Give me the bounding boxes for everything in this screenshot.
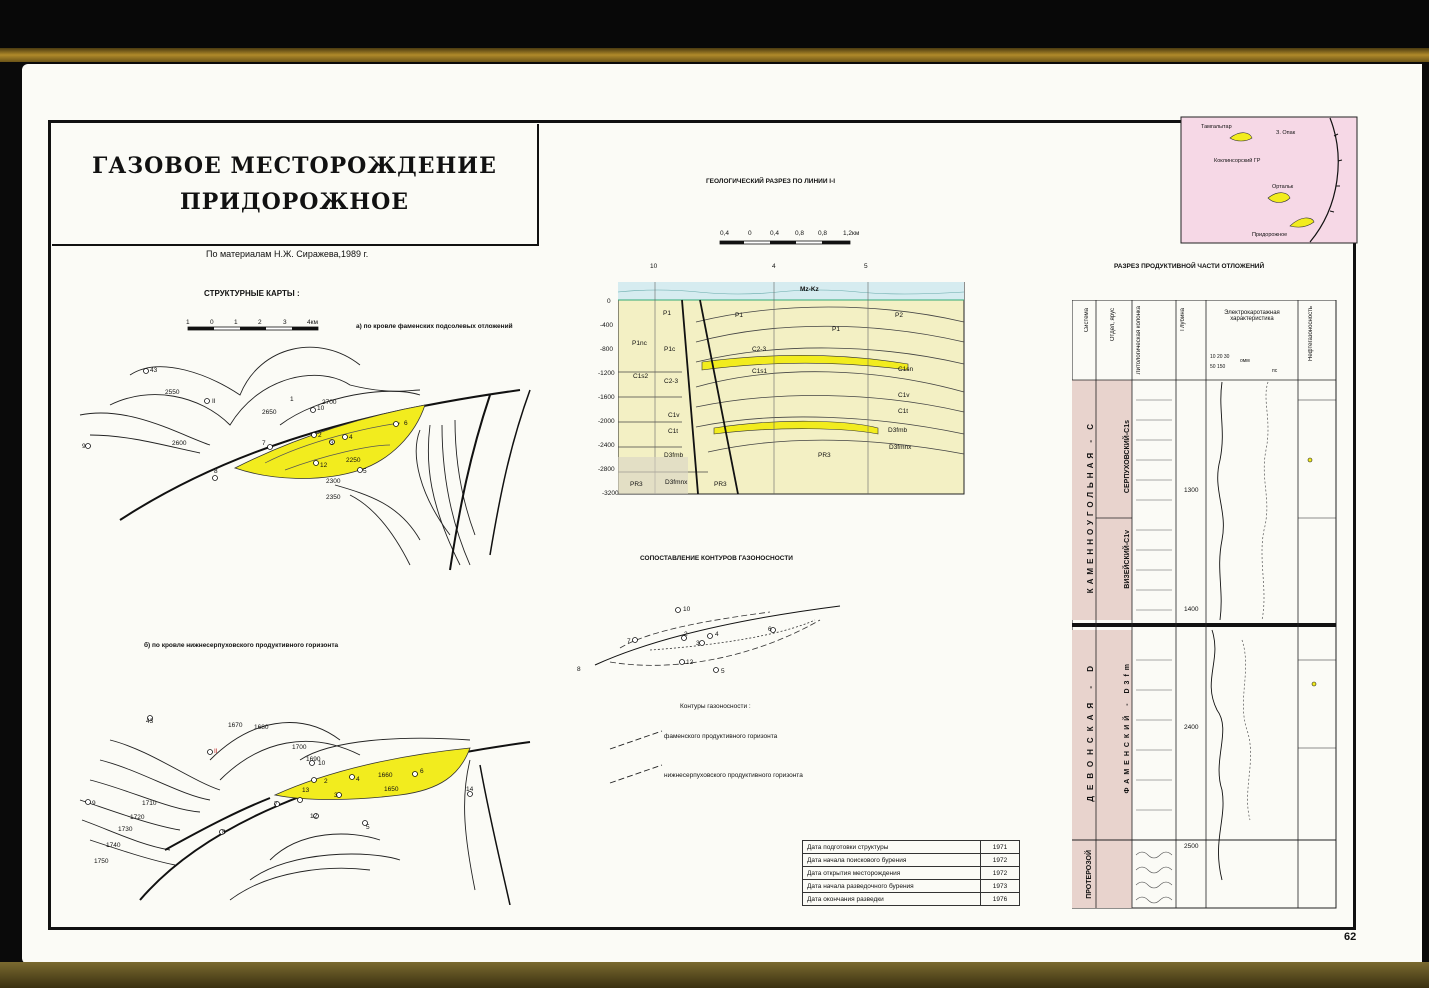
scale-tick: 2 (258, 319, 262, 326)
dates-table (802, 840, 1020, 906)
well-label: 9 (82, 443, 86, 450)
well-label: 14 (466, 786, 474, 793)
log-scale: 50 150 (1210, 364, 1226, 370)
well-label: 5 (363, 468, 367, 475)
column-header: Электрокаротажная характеристика (1224, 310, 1280, 322)
well-label: 5 (366, 824, 370, 831)
contour-label: 1710 (142, 800, 157, 807)
contour-label: 2300 (326, 478, 341, 485)
well-label: 6 (768, 626, 772, 633)
unit-label: P1c (664, 346, 676, 353)
table-row: Дата открытия месторождения 1972 (803, 867, 1020, 880)
well-label: 4 (356, 776, 360, 783)
unit-label: Mz-Kz (800, 286, 819, 293)
unit-label: PR3 (714, 481, 727, 488)
scale-tick: 0,8 (818, 230, 828, 237)
unit-label: C1t (668, 428, 679, 435)
well-label: 3 (334, 792, 338, 799)
scale-tick: 0,4 (720, 230, 730, 237)
depth-mark: 1300 (1184, 487, 1199, 494)
well-label: II (212, 398, 216, 405)
well-label: 7 (627, 638, 631, 645)
unit-label: D3fmb (888, 427, 908, 434)
well-label: 13 (302, 787, 310, 794)
depth-mark: 2400 (1184, 724, 1199, 731)
unit-label: P1 (663, 310, 671, 317)
title-line-2: ПРИДОРОЖНОЕ (179, 189, 410, 215)
book-edge-top (0, 48, 1429, 62)
column-title: РАЗРЕЗ ПРОДУКТИВНОЙ ЧАСТИ ОТЛОЖЕНИЙ (1114, 263, 1265, 270)
well-label: 12 (686, 659, 694, 666)
log-scale: 10 20 30 (1210, 354, 1230, 360)
column-header: Нефтегазоносность (1308, 306, 1314, 362)
unit-label: PR3 (818, 452, 831, 459)
contour-label: 1740 (106, 842, 121, 849)
well-label: 4 (715, 631, 719, 638)
well-label: 3 (696, 640, 700, 647)
depth-label: -2400 (598, 442, 615, 449)
depth-mark: 1400 (1184, 606, 1199, 613)
unit-label: D3fmnx (889, 444, 912, 451)
depth-label: -2000 (598, 418, 615, 425)
title-line-1: ГАЗОВОЕ МЕСТОРОЖДЕНИЕ (92, 153, 497, 179)
structural-maps-heading: СТРУКТУРНЫЕ КАРТЫ : (204, 289, 300, 298)
contour-label: 1730 (118, 826, 133, 833)
depth-label: -800 (600, 346, 614, 353)
unit-label: C1sn (898, 366, 914, 373)
legend-title: Контуры газоносности : (680, 703, 751, 710)
unit-label: C1s2 (633, 373, 649, 380)
scale-tick: 1 (234, 319, 238, 326)
scale-tick: 4км (307, 319, 318, 326)
unit-label: D3fmb (664, 452, 684, 459)
contour-label: 1670 (228, 722, 243, 729)
system-label: ДЕВОНСКАЯ - D (1086, 660, 1095, 802)
unit-label: C2-3 (752, 346, 767, 353)
table-row: Дата начала поискового бурения 1972 (803, 854, 1020, 867)
unit-label: C1t (898, 408, 909, 415)
legend-symbols (606, 725, 666, 785)
stratigraphic-column (1072, 300, 1338, 910)
scale-tick: 0 (210, 319, 214, 326)
inset-label: Коклинсорский ГР (1214, 158, 1261, 164)
scale-tick: 1 (186, 319, 190, 326)
contour-label: 1700 (292, 744, 307, 751)
depth-label: -1200 (598, 370, 615, 377)
cross-section-title: ГЕОЛОГИЧЕСКИЙ РАЗРЕЗ ПО ЛИНИИ I-I (706, 178, 836, 185)
column-header: Глубина (1180, 308, 1186, 331)
column-header: Литологическая колонка (1136, 306, 1142, 375)
well-label: 43 (146, 718, 154, 725)
well-label: 8 (577, 666, 581, 673)
page-number: 62 (1344, 931, 1357, 943)
well-label: 12 (310, 813, 318, 820)
well-label: 8 (222, 829, 226, 836)
column-header: Отдел, ярус (1110, 308, 1116, 342)
scale-tick: 0,4 (770, 230, 780, 237)
well-label: 2 (318, 432, 322, 439)
well-label: 7 (274, 801, 278, 808)
well-label: 10 (317, 405, 325, 412)
inset-label: Ортальк (1272, 184, 1294, 190)
well-label: 1 (290, 396, 294, 403)
map-a-label: а) по кровле фаменских подсолевых отложений (356, 323, 513, 330)
contour-label: 2700 (322, 399, 337, 406)
well-label: 43 (150, 367, 158, 374)
contour-label: 1680 (254, 724, 269, 731)
well-label: 4 (349, 434, 353, 441)
unit-label: C1v (898, 392, 910, 399)
well-label: 2 (684, 631, 688, 638)
well-label: 10 (683, 606, 691, 613)
well-label: 7 (262, 440, 266, 447)
contour-label: 2350 (326, 494, 341, 501)
unit-label: D3fmnx (665, 479, 688, 486)
contour-label: 1750 (94, 858, 109, 865)
table-row: Дата начала разведочного бурения 1973 (803, 880, 1020, 893)
structural-map-a (70, 335, 550, 575)
well-label: 10 (318, 760, 326, 767)
stage-label: ФАМЕНСКИЙ - D3fm (1124, 660, 1131, 794)
source-credit: По материалам Н.Ж. Сиражева,1989 г. (206, 249, 369, 259)
contour-label: 2650 (262, 409, 277, 416)
well-label: 3 (330, 440, 334, 447)
section-well-label: 5 (864, 263, 868, 270)
log-pc-label: пс (1272, 368, 1278, 374)
log-unit: омм (1240, 358, 1250, 364)
page-title (52, 148, 537, 220)
book-edge-bottom (0, 962, 1429, 988)
inset-label: Тамгалытар (1201, 124, 1232, 130)
unit-label: P1 (832, 326, 840, 333)
section-well-label: 4 (772, 263, 776, 270)
table-row: Дата подготовки структуры 1971 (803, 841, 1020, 854)
depth-mark: 2500 (1184, 843, 1199, 850)
well-label: 8 (214, 468, 218, 475)
system-label: ПРОТЕРОЗОЙ (1086, 850, 1093, 899)
unit-label: P1 (735, 312, 743, 319)
contour-label: 2250 (346, 457, 361, 464)
dark-background-top (0, 0, 1429, 48)
stage-label: ВИЗЕЙСКИЙ-C1v (1124, 530, 1131, 589)
contour-label: 1650 (384, 786, 399, 793)
unit-label: P1nc (632, 340, 647, 347)
unit-label: C1v (668, 412, 680, 419)
inset-label: Придорожное (1252, 232, 1288, 238)
scale-tick: 1,2км (843, 230, 860, 237)
unit-label: P2 (895, 312, 903, 319)
well-label: 6 (420, 768, 424, 775)
section-scale-bar (718, 238, 868, 248)
map-b-label: б) по кровле нижнесерпуховского продуктивного горизонта (144, 642, 339, 649)
section-well-label: 10 (650, 263, 658, 270)
depth-label: -3200 (602, 490, 619, 497)
well-label: 12 (320, 462, 328, 469)
scale-tick: 0,8 (795, 230, 805, 237)
location-inset-map (1180, 116, 1358, 244)
contours-compare-title: СОПОСТАВЛЕНИЕ КОНТУРОВ ГАЗОНОСНОСТИ (640, 555, 793, 562)
well-label: II (214, 748, 218, 755)
inset-label: З. Опак (1276, 130, 1296, 136)
system-label: КАМЕННОУГОЛЬНАЯ - С (1086, 420, 1095, 594)
depth-label: -400 (600, 322, 614, 329)
well-label: 2 (324, 778, 328, 785)
contour-label: 2550 (165, 389, 180, 396)
column-header: Система (1084, 308, 1090, 333)
unit-label: PR3 (630, 481, 643, 488)
table-row: Дата окончания разведки 1976 (803, 893, 1020, 906)
contour-label: 1660 (378, 772, 393, 779)
well-label: 9 (92, 800, 96, 807)
scale-tick: 3 (283, 319, 287, 326)
contour-label: 1720 (130, 814, 145, 821)
legend-item-1: фаменского продуктивного горизонта (664, 733, 778, 740)
contour-label: 2600 (172, 440, 187, 447)
scale-tick: 0 (748, 230, 752, 237)
legend-item-2: нижнесерпуховского продуктивного горизонта (664, 772, 803, 779)
depth-label: -2800 (598, 466, 615, 473)
well-label: 6 (404, 420, 408, 427)
unit-label: C1s1 (752, 368, 768, 375)
depth-label: -1600 (598, 394, 615, 401)
unit-label: C2-3 (664, 378, 679, 385)
well-label: 5 (721, 668, 725, 675)
depth-label: 0 (607, 298, 611, 305)
contour-label: 1690 (306, 756, 321, 763)
stage-label: СЕРПУХОВСКИЙ-C1s (1124, 420, 1131, 494)
